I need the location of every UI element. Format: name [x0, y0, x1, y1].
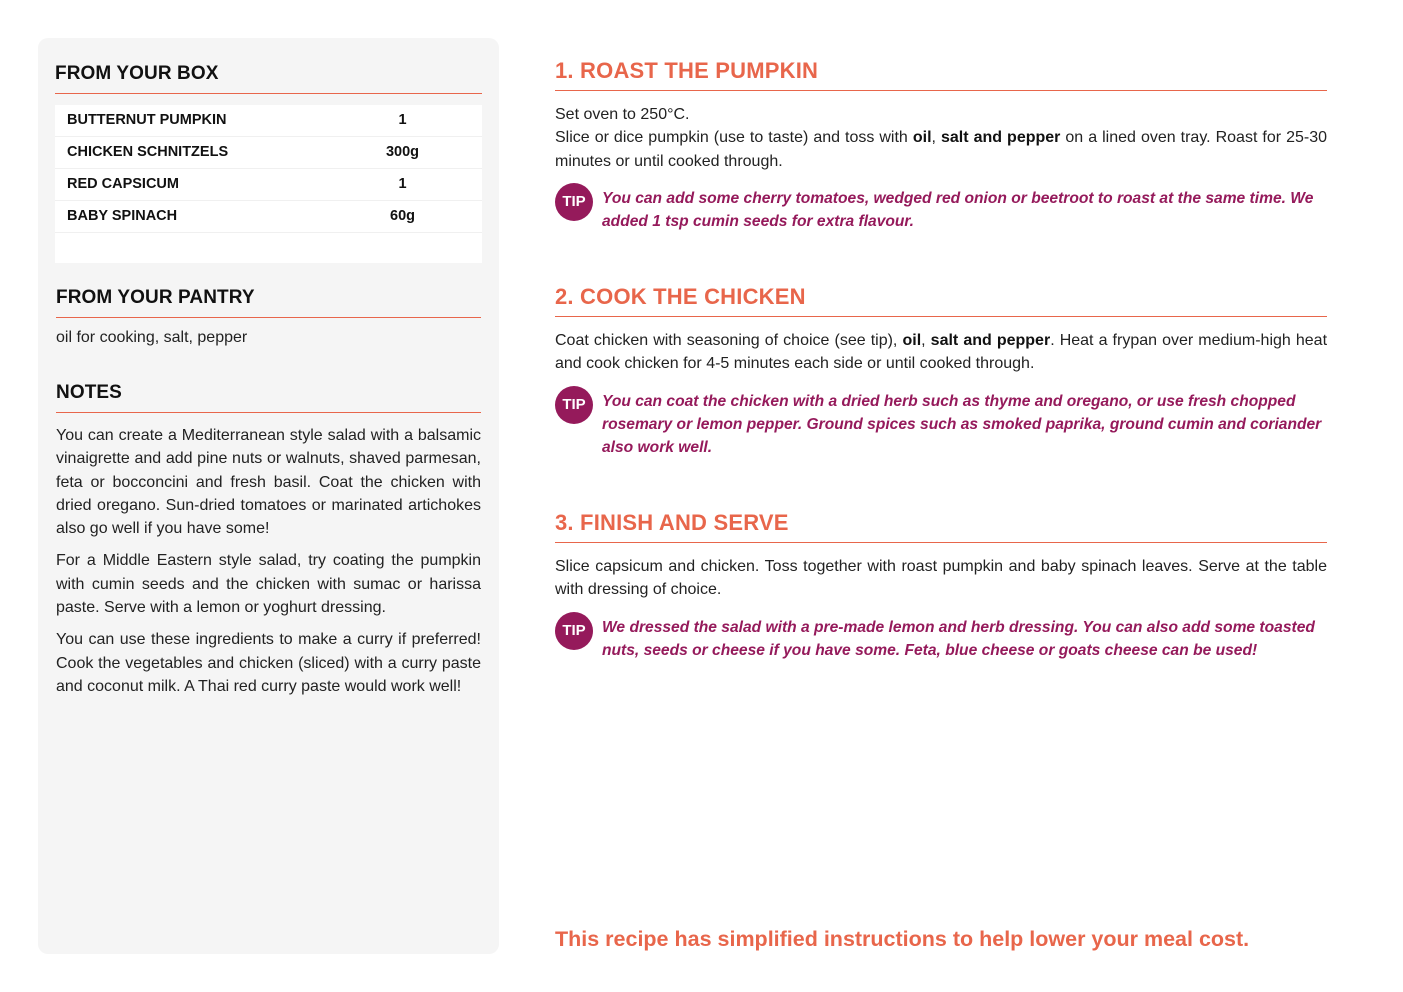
tip-box — [555, 390, 1327, 460]
step-text: Coat chicken with seasoning of choice (see tip), oil, salt and pepper. Heat a frypan over medium-high heat and cook chicken for 4-5 minutes each side or until cooked through. — [555, 332, 1328, 373]
ingredient-row — [55, 201, 482, 233]
ingredients-panel — [38, 38, 499, 954]
step-finish-serve — [555, 510, 1327, 662]
step-text: Slice capsicum and chicken. Toss together with roast pumpkin and baby spinach leaves. Serve at the table with dressing of choice. — [555, 558, 1327, 599]
tip-text: We dressed the salad with a pre-made lemon and herb dressing. You can also add some toasted nuts, seeds or cheese if you have some. Feta, blue cheese or goats cheese can be used! — [602, 618, 1315, 659]
tip-box — [555, 187, 1327, 234]
note-paragraph: For a Middle Eastern style salad, try coating the pumpkin with cumin seeds and the chicken with sumac or harissa paste. Serve with a lemon or yoghurt dressing. — [56, 552, 481, 617]
ingredient-row — [55, 169, 482, 201]
pantry-items: oil for cooking, salt, pepper — [56, 329, 248, 346]
ingredient-row — [55, 137, 482, 169]
tip-text: You can coat the chicken with a dried herb such as thyme and oregano, or use fresh chopped rosemary or lemon pepper. Ground spices such as smoked paprika, ground cumin and coriander also work well. — [602, 392, 1322, 457]
step-text-line: Set oven to 250°C. — [555, 106, 690, 123]
ingredient-name: RED CAPSICUM — [67, 176, 179, 192]
tip-text: You can add some cherry tomatoes, wedged red onion or beetroot to roast at the same time. We added 1 tsp cumin seeds for extra flavour. — [602, 189, 1314, 231]
tip-badge: TIP — [555, 612, 593, 650]
notes-heading: NOTES — [56, 382, 481, 413]
ingredient-emphasis: oil — [902, 332, 922, 349]
step-cook-chicken — [555, 284, 1327, 459]
ingredient-qty: 60g — [390, 208, 415, 224]
step-title: 2. COOK THE CHICKEN — [555, 284, 1327, 317]
ingredient-emphasis: salt and pepper — [941, 129, 1061, 147]
ingredient-name: CHICKEN SCHNITZELS — [67, 144, 229, 160]
from-your-pantry-heading: FROM YOUR PANTRY — [56, 287, 481, 318]
ingredient-qty: 300g — [385, 144, 420, 160]
step-roast-pumpkin — [555, 58, 1327, 233]
ingredient-name: BUTTERNUT PUMPKIN — [67, 112, 227, 128]
ingredient-emphasis: salt and pepper — [930, 332, 1051, 349]
tip-badge: TIP — [555, 183, 593, 221]
ingredient-row — [55, 105, 482, 137]
notes-body — [56, 424, 481, 707]
step-title: 1. ROAST THE PUMPKIN — [555, 58, 1327, 91]
note-paragraph: You can use these ingredients to make a curry if preferred! Cook the vegetables and chicken (sliced) with a curry paste and coconut milk. A Thai red curry paste would work well! — [56, 631, 481, 695]
note-paragraph: You can create a Mediterranean style salad with a balsamic vinaigrette and add pine nuts or walnuts, shaved parmesan, feta or bocconcini and fresh basil. Coat the chicken with dried oregano. Sun-dried tomatoes or marinated artichokes also go well if you have some! — [56, 427, 481, 538]
step-title: 3. FINISH AND SERVE — [555, 510, 1327, 543]
ingredient-emphasis: oil — [912, 129, 932, 147]
ingredient-qty: 1 — [398, 112, 407, 128]
ingredient-qty: 1 — [398, 176, 407, 192]
ingredients-table — [55, 105, 482, 263]
tip-box — [555, 616, 1327, 663]
step-text: Set oven to 250°C. Slice or dice pumpkin (use to taste) and toss with oil, salt and pepper on a lined oven tray. Roast for 25-30 minutes or until cooked through. — [555, 106, 1328, 170]
simplified-instructions-note: This recipe has simplified instructions to help lower your meal cost. — [555, 927, 1250, 951]
ingredient-name: BABY SPINACH — [67, 208, 178, 224]
from-your-box-heading: FROM YOUR BOX — [55, 63, 482, 94]
tip-badge: TIP — [555, 386, 593, 424]
